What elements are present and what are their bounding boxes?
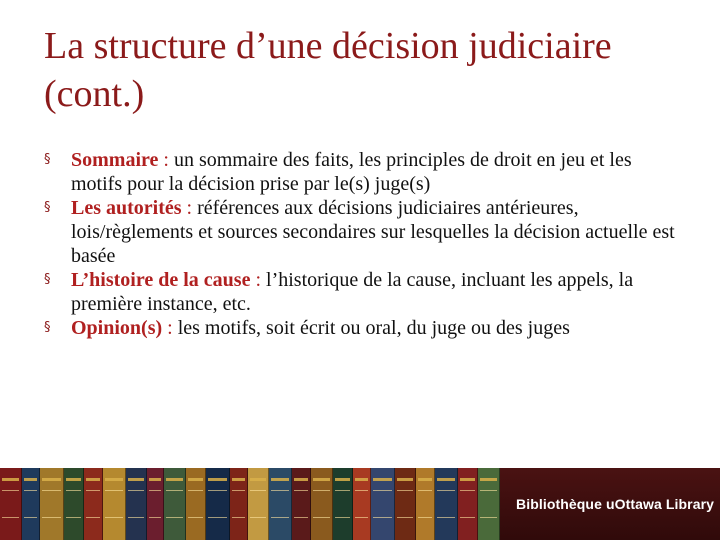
bullet-item-autorites bbox=[44, 196, 684, 268]
book-spine bbox=[22, 468, 40, 540]
bullet-text: les motifs, soit écrit ou oral, du juge ou des juges bbox=[177, 317, 570, 339]
book-spine bbox=[416, 468, 435, 540]
book-spine bbox=[395, 468, 416, 540]
bullet-icon: § bbox=[44, 320, 51, 335]
book-spine bbox=[458, 468, 478, 540]
book-spine bbox=[353, 468, 371, 540]
bullet-separator: : bbox=[162, 317, 178, 339]
bullet-item-histoire bbox=[44, 268, 684, 316]
book-spine bbox=[164, 468, 186, 540]
footer-banner bbox=[0, 468, 720, 540]
bullet-icon: § bbox=[44, 200, 51, 215]
book-spine bbox=[333, 468, 353, 540]
book-spine bbox=[230, 468, 248, 540]
bullet-item-sommaire bbox=[44, 148, 684, 196]
book-spine bbox=[292, 468, 311, 540]
book-spine bbox=[103, 468, 126, 540]
bullet-item-opinion bbox=[44, 316, 684, 340]
bullet-icon: § bbox=[44, 272, 51, 287]
bullet-separator: : bbox=[158, 149, 174, 171]
book-spine bbox=[269, 468, 292, 540]
book-spine bbox=[64, 468, 84, 540]
book-spine bbox=[147, 468, 164, 540]
bullet-separator: : bbox=[250, 269, 267, 291]
book-spine bbox=[248, 468, 269, 540]
book-spine bbox=[311, 468, 333, 540]
book-spine bbox=[206, 468, 230, 540]
title-line-1: La structure d’une décision judiciaire bbox=[44, 25, 612, 67]
book-spine bbox=[126, 468, 147, 540]
bullet-text: un sommaire des faits, les principles de droit en jeu et les motifs pour la décision prise par le(s) juge(s) bbox=[71, 149, 632, 195]
bullet-list bbox=[44, 148, 684, 340]
bullet-separator: : bbox=[181, 197, 198, 219]
book-spine bbox=[478, 468, 500, 540]
bullet-term: Les autorités bbox=[71, 197, 182, 219]
bullet-icon: § bbox=[44, 152, 51, 167]
book-spine bbox=[40, 468, 64, 540]
slide-title bbox=[44, 22, 684, 118]
library-logo bbox=[500, 468, 720, 540]
bookshelf-image bbox=[0, 468, 500, 540]
bullet-text: références aux décisions judiciaires antérieures, lois/règlements et sources secondaires sur lesquelles la décision actuelle est basée bbox=[71, 197, 675, 267]
library-name: Bibliothèque uOttawa Library bbox=[516, 496, 715, 512]
book-spine bbox=[435, 468, 458, 540]
title-line-2: (cont.) bbox=[44, 73, 145, 115]
book-spine bbox=[84, 468, 103, 540]
bullet-term: Sommaire bbox=[71, 149, 159, 171]
bullet-term: L’histoire de la cause bbox=[71, 269, 251, 291]
book-spine bbox=[186, 468, 206, 540]
bullet-text: l’historique de la cause, incluant les appels, la première instance, etc. bbox=[71, 269, 634, 315]
bullet-term: Opinion(s) bbox=[71, 317, 163, 339]
book-spine bbox=[371, 468, 395, 540]
book-spine bbox=[0, 468, 22, 540]
